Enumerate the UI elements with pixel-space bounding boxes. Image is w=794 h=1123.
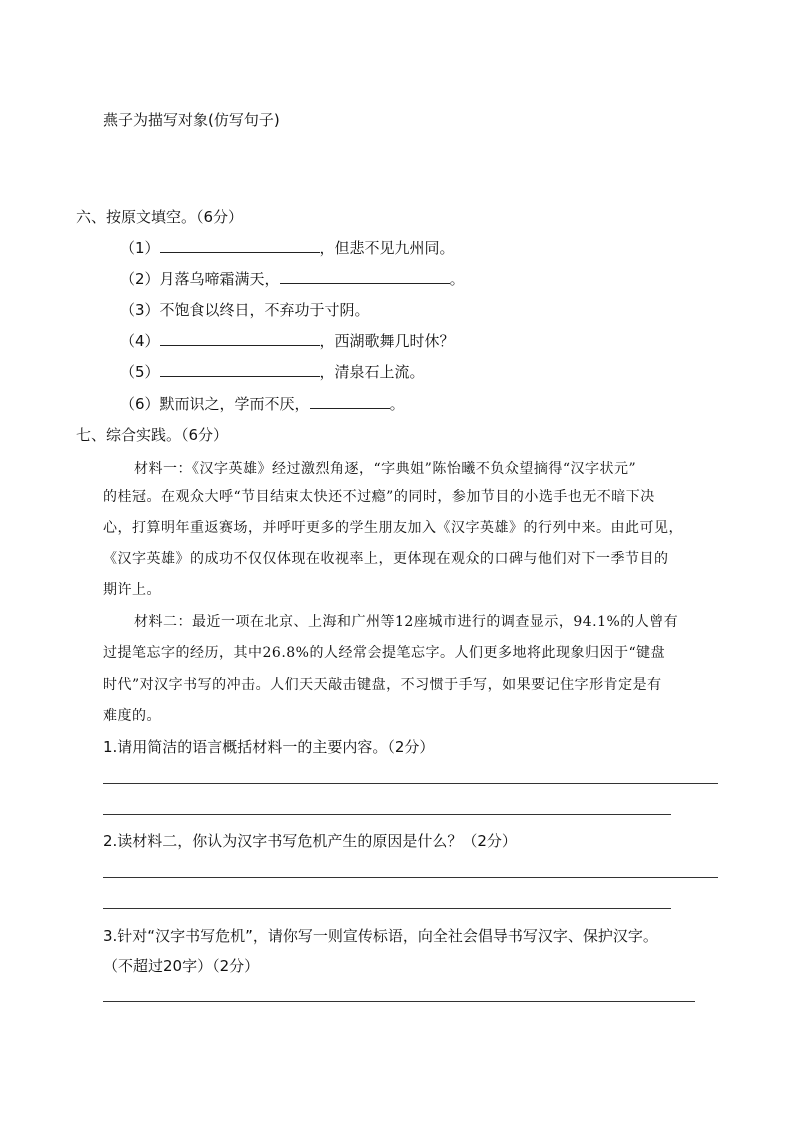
item-number: （5） (120, 363, 160, 381)
material1-line: 的桂冠。在观众大呼“节目结束太快还不过瘾”的同时，参加节目的小选手也无不暗下决 (103, 489, 655, 505)
fill-item-4: （4） ，西湖歌舞几时休？ (120, 332, 455, 350)
intro-tail-text: 燕子为描写对象(仿写句子) (103, 111, 280, 129)
fill-item-1: （1） ，但悲不见九州同。 (120, 239, 455, 257)
material2-line: 难度的。 (103, 708, 161, 724)
material1-line: 《汉字英雄》的成功不仅仅体现在收视率上，更体现在观众的口碑与他们对下一季节目的 (103, 551, 669, 567)
answer-line[interactable] (103, 908, 671, 909)
section6-heading: 六、按原文填空。（6分） (76, 208, 244, 226)
answer-blank[interactable] (280, 269, 450, 284)
answer-blank[interactable] (160, 238, 320, 253)
material1-line: 材料一：《汉字英雄》经过激烈角逐，“字典姐”陈怡曦不负众望摘得“汉字状元” (134, 461, 637, 477)
answer-line[interactable] (103, 877, 718, 878)
answer-line[interactable] (103, 783, 718, 784)
question-3-note: （不超过20字）（2分） (103, 957, 260, 975)
answer-line[interactable] (103, 1001, 695, 1002)
item-number: （6） (120, 395, 160, 413)
material2-line: 时代”对汉字书写的冲击。人们天天敲击键盘，不习惯于手写，如果要记住字形肯定是有 (103, 677, 662, 693)
item-number: （4） (120, 332, 160, 350)
fill-item-3: （3）不饱食以终日，不弃功于寸阴。 (120, 301, 370, 319)
item-number: （1） (120, 239, 160, 257)
fill-item-6: （6）默而识之，学而不厌， 。 (120, 395, 405, 413)
item-number: （3） (120, 301, 160, 319)
material1-line: 心，打算明年重返赛场，并呼吁更多的学生朋友加入《汉字英雄》的行列中来。由此可见， (103, 520, 683, 536)
answer-blank[interactable] (160, 362, 320, 377)
answer-line[interactable] (103, 814, 671, 815)
question-1: 1.请用简洁的语言概括材料一的主要内容。（2分） (103, 738, 435, 756)
question-3: 3.针对“汉字书写危机”，请你写一则宣传标语，向全社会倡导书写汉字、保护汉字。 (103, 927, 658, 945)
fill-item-5: （5） ，清泉石上流。 (120, 363, 425, 381)
material2-line: 材料二：最近一项在北京、上海和广州等12座城市进行的调查显示，94.1%的人曾有 (134, 614, 679, 630)
material1-line: 期许上。 (103, 582, 161, 598)
answer-blank[interactable] (160, 331, 320, 346)
section7-heading: 七、综合实践。（6分） (76, 426, 229, 444)
question-2: 2.读材料二，你认为汉字书写危机产生的原因是什么？（2分） (103, 832, 517, 850)
fill-item-2: （2）月落乌啼霜满天， 。 (120, 270, 465, 288)
material2-line: 过提笔忘字的经历，其中26.8%的人经常会提笔忘字。人们更多地将此现象归因于“键盘 (103, 645, 666, 661)
item-number: （2） (120, 270, 160, 288)
answer-blank[interactable] (310, 394, 390, 409)
